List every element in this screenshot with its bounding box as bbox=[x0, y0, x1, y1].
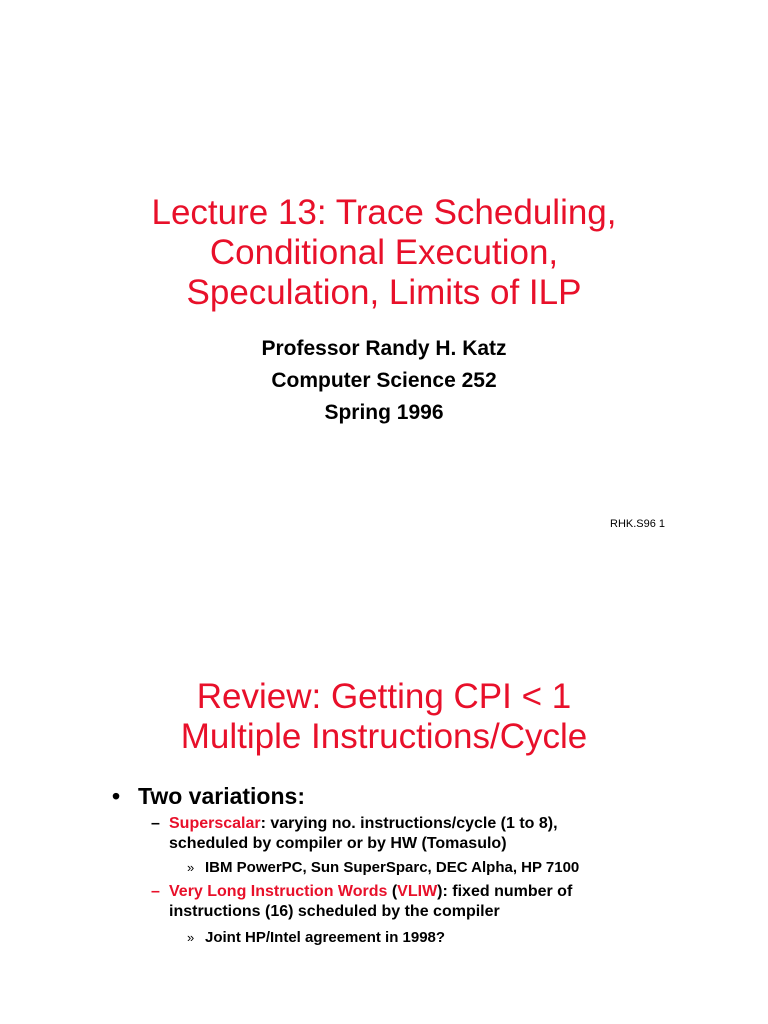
review-title-line-1: Review: Getting CPI < 1 bbox=[196, 677, 572, 716]
bullet-dot: • bbox=[112, 783, 121, 809]
superscalar-example-text: IBM PowerPC, Sun SuperSparc, DEC Alpha, HP 7100 bbox=[205, 859, 580, 876]
vliw-desc-line-2: instructions (16) scheduled by the compiler bbox=[169, 903, 500, 920]
vliw-paren-open: ( bbox=[387, 883, 398, 900]
slide-footer: RHK.S96 1 bbox=[610, 518, 666, 530]
dash: – bbox=[151, 815, 160, 832]
raquo: » bbox=[187, 860, 195, 875]
bullet-text: Two variations: bbox=[138, 783, 305, 809]
lecture-title-line-3: Speculation, Limits of ILP bbox=[186, 273, 582, 312]
professor-name: Professor Randy H. Katz bbox=[261, 337, 507, 360]
superscalar-item bbox=[151, 814, 558, 854]
superscalar-desc-line-2: scheduled by compiler or by HW (Tomasulo) bbox=[169, 835, 507, 852]
superscalar-example bbox=[187, 858, 579, 878]
review-title-line-2: Multiple Instructions/Cycle bbox=[180, 717, 588, 756]
superscalar-term: Superscalar bbox=[169, 815, 261, 832]
dash: – bbox=[151, 883, 160, 900]
lecture-title-line-2: Conditional Execution, bbox=[209, 233, 559, 272]
vliw-desc: ): fixed number of bbox=[437, 883, 573, 900]
vliw-example-text: Joint HP/Intel agreement in 1998? bbox=[205, 929, 446, 946]
lecture-title bbox=[0, 193, 768, 313]
bullet-two-variations bbox=[112, 782, 305, 810]
vliw-item bbox=[151, 882, 572, 922]
lecture-title-line-1: Lecture 13: Trace Scheduling, bbox=[151, 193, 617, 232]
course-name: Computer Science 252 bbox=[271, 369, 497, 392]
vliw-example bbox=[187, 928, 445, 948]
vliw-abbr: VLIW bbox=[397, 883, 438, 900]
raquo: » bbox=[187, 930, 195, 945]
vliw-term: Very Long Instruction Words bbox=[169, 883, 388, 900]
review-title bbox=[0, 677, 768, 757]
term: Spring 1996 bbox=[324, 401, 444, 424]
superscalar-desc: : varying no. instructions/cycle (1 to 8), bbox=[260, 815, 558, 832]
